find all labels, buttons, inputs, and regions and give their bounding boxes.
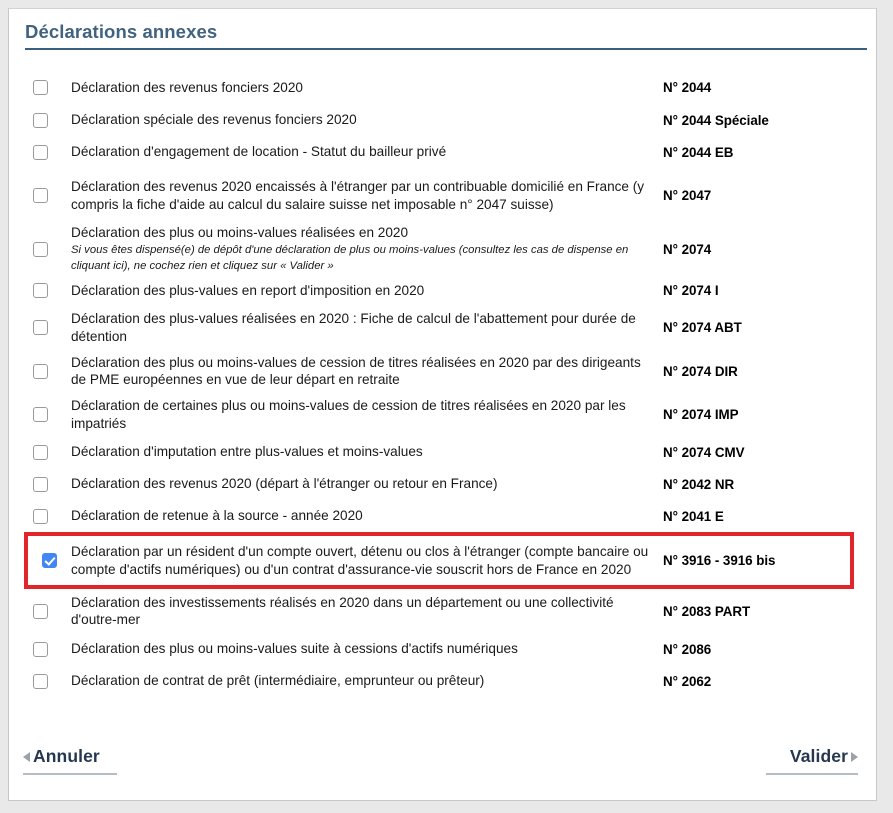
declaration-label: Déclaration d'engagement de location - Statut du bailleur privé — [71, 144, 447, 160]
declaration-row[interactable] — [9, 589, 876, 633]
cancel-button[interactable] — [23, 746, 100, 770]
checkbox-icon[interactable] — [33, 509, 48, 524]
arrow-left-icon — [23, 752, 30, 762]
checkbox-cell[interactable] — [9, 509, 71, 524]
declaration-label: Déclaration de certaines plus ou moins-values de cession de titres réalisées en 2020 par les impatriés — [71, 398, 626, 431]
declaration-label: Déclaration des investissements réalisés en 2020 dans un département ou une collectivité d'outre-mer — [71, 594, 614, 627]
declaration-row[interactable] — [9, 393, 876, 436]
submit-button-underline — [766, 773, 858, 775]
declaration-label-cell — [71, 354, 663, 389]
arrow-right-icon — [851, 752, 858, 762]
page-title: Déclarations annexes — [25, 21, 218, 42]
declaration-label-cell — [71, 507, 663, 525]
checkbox-cell[interactable] — [9, 283, 71, 298]
declaration-row[interactable] — [9, 71, 876, 104]
checkbox-cell[interactable] — [9, 145, 71, 160]
checkbox-cell[interactable] — [9, 477, 71, 492]
scroll-track[interactable] — [873, 9, 876, 800]
declaration-label-cell — [71, 282, 663, 300]
declaration-form-number: N° 2041 E — [663, 508, 724, 524]
declaration-form-number: N° 2083 PART — [663, 603, 751, 619]
declaration-form-number: N° 2044 Spéciale — [663, 112, 769, 128]
declaration-label: Déclaration des plus-values réalisées en 2020 : Fiche de calcul de l'abattement pour durée de détention — [71, 311, 636, 344]
checkbox-cell[interactable] — [28, 553, 71, 568]
checkbox-cell[interactable] — [9, 407, 71, 422]
declaration-form-number: N° 2062 — [663, 673, 712, 689]
declaration-label-cell — [71, 79, 663, 97]
declaration-form-number: N° 2047 — [663, 188, 712, 203]
declaration-form-number: N° 2044 — [663, 80, 712, 95]
checkbox-icon[interactable] — [33, 642, 48, 657]
declaration-label-cell — [71, 397, 663, 432]
checkbox-icon[interactable] — [33, 113, 48, 128]
declaration-label-cell — [71, 224, 663, 275]
checkbox-icon[interactable] — [33, 145, 48, 160]
header-divider — [25, 48, 867, 50]
checkbox-icon[interactable] — [33, 407, 48, 422]
declaration-row[interactable] — [9, 104, 876, 136]
checkbox-icon[interactable] — [33, 242, 48, 257]
declaration-form-number: N° 2074 I — [663, 283, 719, 298]
declaration-label: Déclaration des plus-values en report d'imposition en 2020 — [71, 282, 425, 298]
checkbox-icon[interactable] — [33, 477, 48, 492]
checkbox-cell[interactable] — [9, 320, 71, 335]
declaration-label-cell — [71, 640, 663, 658]
declaration-label: Déclaration par un résident d'un compte ouvert, détenu ou clos à l'étranger (compte bancaire ou compte d'actifs numériques) ou d'un contrat d'assurance-vie souscrit hors de France en 2020 — [71, 544, 649, 577]
checkbox-cell[interactable] — [9, 80, 71, 95]
declaration-row[interactable] — [9, 275, 876, 306]
declaration-row[interactable] — [9, 500, 876, 532]
declaration-label-cell — [71, 543, 663, 578]
checkbox-checked-icon[interactable] — [42, 553, 57, 568]
checkbox-cell[interactable] — [9, 364, 71, 379]
checkbox-cell[interactable] — [9, 642, 71, 657]
declaration-row[interactable] — [9, 468, 876, 500]
cancel-button-label: Annuler — [33, 746, 100, 766]
declaration-label: Déclaration des revenus fonciers 2020 — [71, 79, 303, 95]
declaration-label-cell — [71, 111, 663, 129]
panel-header — [25, 19, 867, 50]
checkbox-cell[interactable] — [9, 113, 71, 128]
checkbox-icon[interactable] — [33, 283, 48, 298]
checkbox-icon[interactable] — [33, 364, 48, 379]
declaration-row[interactable] — [9, 168, 876, 223]
declaration-form-number: N° 2074 CMV — [663, 444, 745, 460]
declaration-label-cell — [71, 475, 663, 493]
checkbox-cell[interactable] — [9, 674, 71, 689]
declaration-label: Déclaration des plus ou moins-values de cession de titres réalisées en 2020 par des dirigeants de PME européennes en vue de leur départ en retraite — [71, 354, 641, 387]
declaration-label-cell — [71, 310, 663, 345]
declaration-label-cell — [71, 178, 663, 213]
declaration-label-cell — [71, 594, 663, 629]
declaration-note: Si vous êtes dispensé(e) de dépôt d'une déclaration de plus ou moins-values (consultez les cas de dispense en cliquant ici), ne cochez rien et cliquez sur « Valider » — [71, 244, 629, 273]
declaration-label: Déclaration des plus ou moins-values suite à cessions d'actifs numériques — [71, 641, 518, 657]
declaration-label: Déclaration spéciale des revenus fonciers 2020 — [71, 112, 357, 128]
declaration-label-cell — [71, 672, 663, 690]
declaration-label: Déclaration d'imputation entre plus-values et moins-values — [71, 444, 423, 460]
declaration-row[interactable] — [24, 532, 854, 589]
declaration-label: Déclaration de retenue à la source - année 2020 — [71, 508, 363, 524]
checkbox-icon[interactable] — [33, 674, 48, 689]
checkbox-icon[interactable] — [33, 188, 48, 203]
declaration-label-cell — [71, 143, 663, 161]
declaration-row[interactable] — [9, 306, 876, 349]
declaration-form-number: N° 2074 ABT — [663, 320, 742, 335]
checkbox-icon[interactable] — [33, 445, 48, 460]
declaration-label: Déclaration des revenus 2020 (départ à l'étranger ou retour en France) — [71, 476, 498, 492]
declaration-label: Déclaration des plus ou moins-values réalisées en 2020 — [71, 224, 409, 240]
declaration-label: Déclaration de contrat de prêt (intermédiaire, emprunteur ou prêteur) — [71, 673, 485, 689]
checkbox-icon[interactable] — [33, 320, 48, 335]
declaration-form-number: N° 2074 — [663, 241, 712, 257]
declaration-form-number: N° 2044 EB — [663, 144, 734, 160]
submit-button-label: Valider — [789, 746, 848, 766]
checkbox-cell[interactable] — [9, 188, 71, 203]
checkbox-icon[interactable] — [33, 604, 48, 619]
declaration-row[interactable] — [9, 665, 876, 697]
checkbox-cell[interactable] — [9, 604, 71, 619]
declaration-label: Déclaration des revenus 2020 encaissés à l'étranger par un contribuable domicilié en France (y compris la fiche d'aide au calcul du salaire suisse net imposable n° 2047 suisse) — [71, 179, 645, 212]
declaration-form-number: N° 2074 IMP — [663, 407, 739, 422]
declaration-row[interactable] — [9, 349, 876, 393]
panel-footer — [9, 746, 876, 776]
declaration-row[interactable] — [9, 633, 876, 665]
declaration-form-number: N° 2086 — [663, 641, 712, 657]
checkbox-cell[interactable] — [9, 445, 71, 460]
declaration-row[interactable] — [9, 436, 876, 468]
declarations-list — [9, 71, 876, 697]
cancel-button-underline — [23, 773, 117, 775]
declarations-panel — [8, 8, 877, 801]
declaration-form-number: N° 3916 - 3916 bis — [663, 553, 776, 568]
declaration-row[interactable] — [9, 136, 876, 168]
declaration-label-cell — [71, 443, 663, 461]
checkbox-cell[interactable] — [9, 242, 71, 257]
submit-button[interactable] — [790, 746, 858, 770]
checkbox-icon[interactable] — [33, 80, 48, 95]
declaration-row[interactable] — [9, 223, 876, 275]
declaration-form-number: N° 2042 NR — [663, 476, 735, 492]
declaration-form-number: N° 2074 DIR — [663, 363, 738, 379]
